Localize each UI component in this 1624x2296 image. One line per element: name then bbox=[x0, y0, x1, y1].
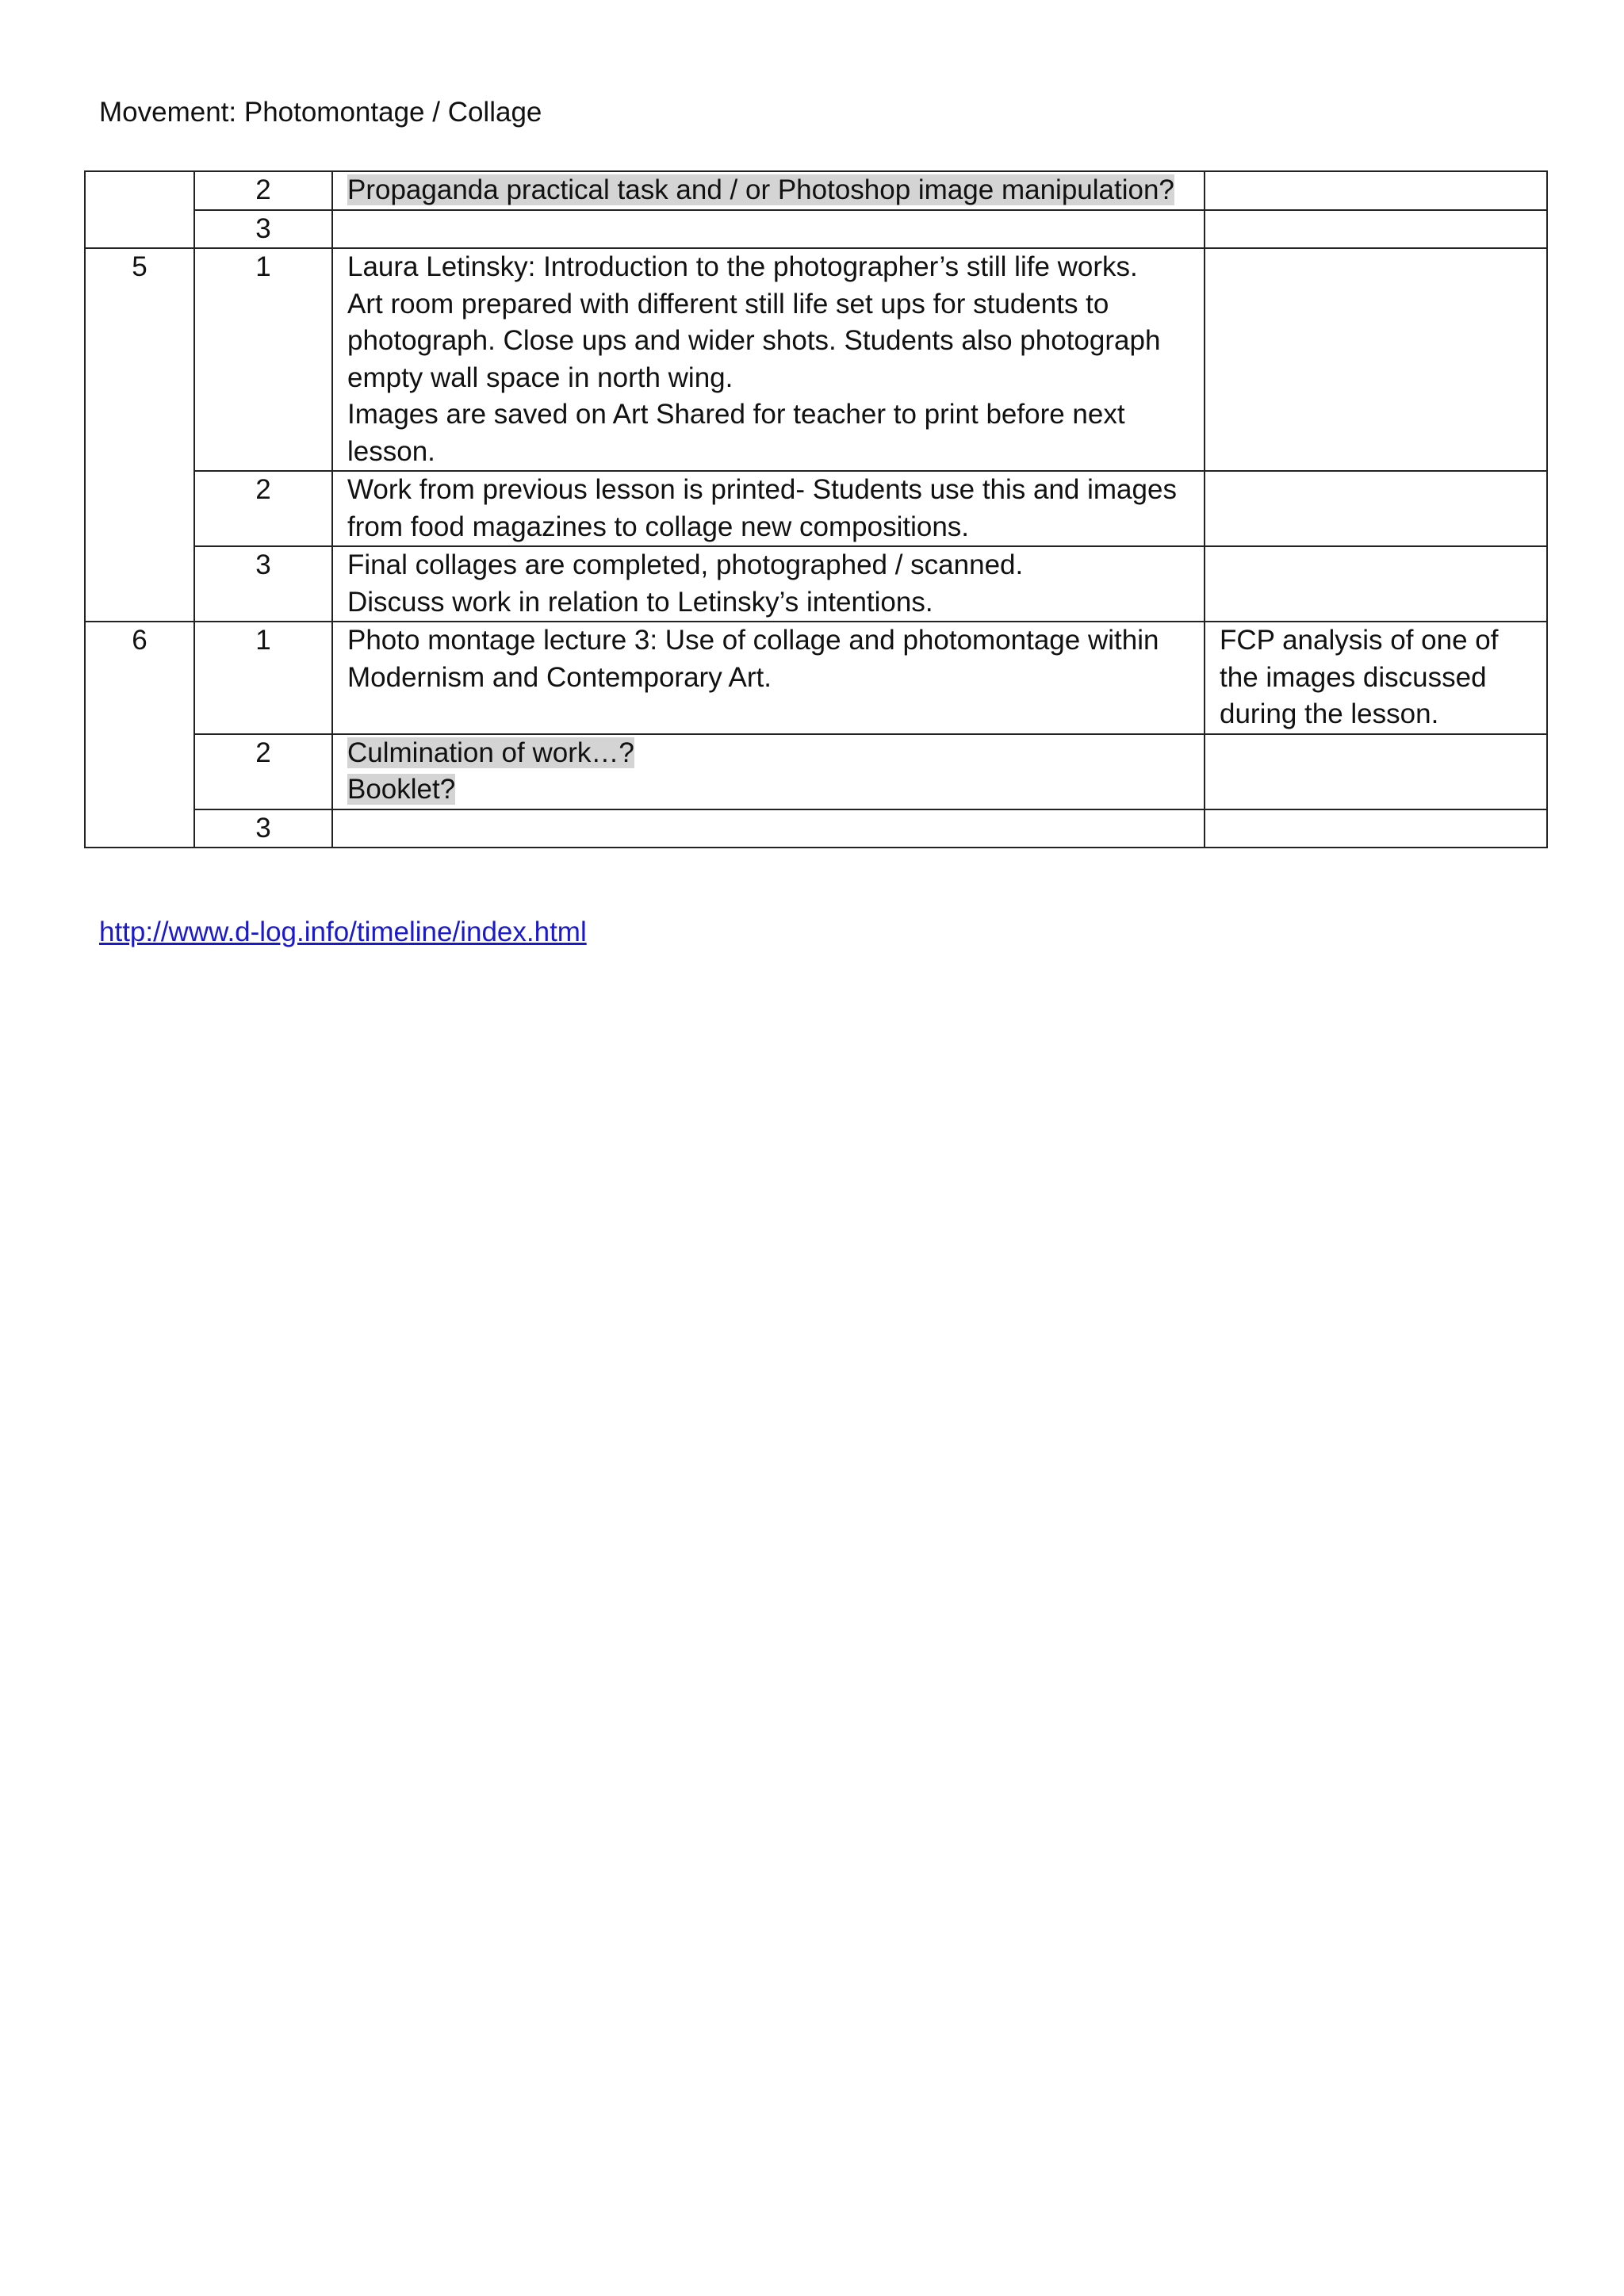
lesson-number-cell: 3 bbox=[194, 210, 332, 249]
lesson-description-cell bbox=[332, 809, 1205, 848]
description-line: Photo montage lecture 3: Use of collage and photomontage within bbox=[347, 625, 1159, 656]
table-row bbox=[85, 171, 1547, 210]
notes-cell bbox=[1205, 734, 1547, 809]
week-cell: 6 bbox=[85, 622, 194, 848]
table-row bbox=[85, 546, 1547, 622]
notes-cell bbox=[1205, 546, 1547, 622]
week-cell bbox=[85, 171, 194, 248]
notes-cell bbox=[1205, 471, 1547, 546]
lesson-number-cell: 2 bbox=[194, 734, 332, 809]
highlighted-text: Booklet? bbox=[347, 774, 456, 805]
highlighted-text: Culmination of work…? bbox=[347, 737, 634, 768]
description-line: Final collages are completed, photographed / scanned. bbox=[347, 549, 1024, 580]
highlighted-text: Propaganda practical task and / or Photoshop image manipulation? bbox=[347, 174, 1174, 205]
notes-cell bbox=[1205, 809, 1547, 848]
table-row bbox=[85, 248, 1547, 471]
lesson-description-cell bbox=[332, 471, 1205, 546]
lesson-number-cell: 3 bbox=[194, 546, 332, 622]
lesson-number-cell: 2 bbox=[194, 171, 332, 210]
notes-line: the images discussed bbox=[1220, 661, 1487, 693]
description-line: Work from previous lesson is printed- Students use this and images bbox=[347, 474, 1177, 505]
notes-line: during the lesson. bbox=[1220, 698, 1439, 729]
timeline-link[interactable]: http://www.d-log.info/timeline/index.html bbox=[99, 916, 587, 947]
table-row bbox=[85, 210, 1547, 249]
description-line: empty wall space in north wing. bbox=[347, 362, 733, 393]
lesson-description-cell bbox=[332, 546, 1205, 622]
table-row bbox=[85, 622, 1547, 734]
description-line: Modernism and Contemporary Art. bbox=[347, 661, 772, 693]
notes-line: FCP analysis of one of bbox=[1220, 625, 1499, 656]
notes-cell bbox=[1205, 622, 1547, 734]
lesson-schedule-table bbox=[84, 170, 1548, 848]
description-line: photograph. Close ups and wider shots. Students also photograph bbox=[347, 325, 1161, 356]
lesson-description-cell bbox=[332, 622, 1205, 734]
lesson-description-cell bbox=[332, 171, 1205, 210]
week-cell: 5 bbox=[85, 248, 194, 622]
lesson-number-cell: 2 bbox=[194, 471, 332, 546]
notes-cell bbox=[1205, 210, 1547, 249]
lesson-description-cell bbox=[332, 210, 1205, 249]
description-line: Laura Letinsky: Introduction to the photographer’s still life works. bbox=[347, 251, 1138, 282]
description-line: lesson. bbox=[347, 435, 435, 467]
lesson-number-cell: 1 bbox=[194, 248, 332, 471]
lesson-description-cell bbox=[332, 248, 1205, 471]
notes-cell bbox=[1205, 171, 1547, 210]
lesson-number-cell: 3 bbox=[194, 809, 332, 848]
page-heading: Movement: Photomontage / Collage bbox=[99, 97, 542, 128]
description-line: Discuss work in relation to Letinsky’s intentions. bbox=[347, 586, 933, 618]
description-line: Art room prepared with different still life set ups for students to bbox=[347, 288, 1109, 320]
table-row bbox=[85, 471, 1547, 546]
description-line: Images are saved on Art Shared for teacher to print before next bbox=[347, 399, 1125, 430]
description-line: from food magazines to collage new compositions. bbox=[347, 511, 970, 542]
notes-cell bbox=[1205, 248, 1547, 471]
lesson-description-cell bbox=[332, 734, 1205, 809]
lesson-number-cell: 1 bbox=[194, 622, 332, 734]
table-row bbox=[85, 734, 1547, 809]
table-row bbox=[85, 809, 1547, 848]
